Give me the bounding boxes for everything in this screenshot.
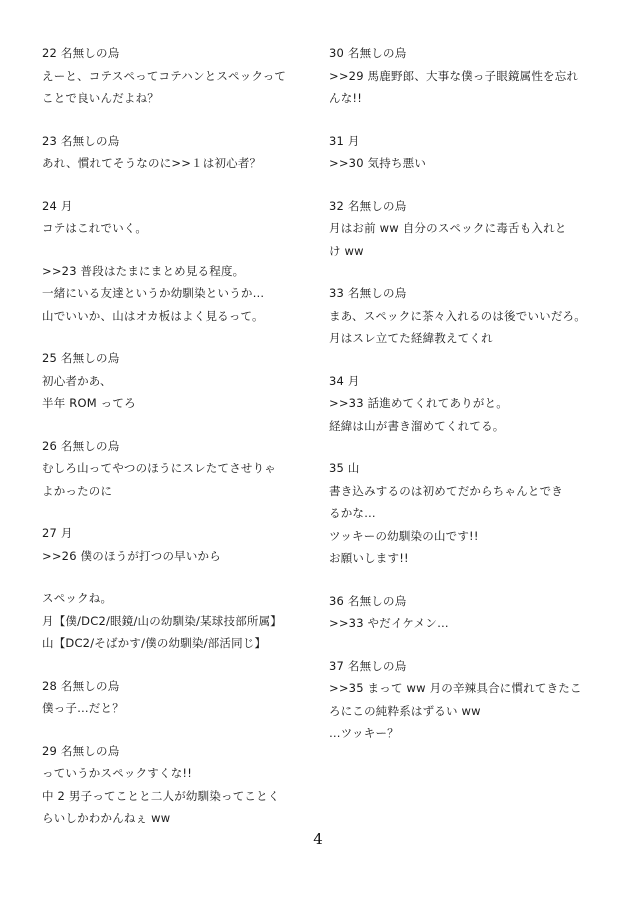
post-text-line: 山【DC2/そばかす/僕の幼馴染/部活同じ】	[42, 636, 267, 650]
post-text-line: 月はお前 ww 自分のスペックに毒舌も入れと	[329, 221, 567, 235]
post-block	[329, 457, 599, 570]
page-number: 4	[313, 830, 323, 848]
post-text-line: えーと、コテスペってコテハンとスペックって	[42, 68, 287, 83]
post-text-line: …ツッキー？	[329, 726, 399, 740]
left-column	[42, 42, 307, 850]
post-block	[329, 130, 599, 175]
post-text-line: 書き込みするのは初めてだからちゃんとでき	[329, 483, 563, 498]
post-header: 23 名無しの烏	[42, 133, 120, 148]
post-header: 24 月	[42, 198, 73, 213]
post-text-line: >>33 話進めてくれてありがと。	[329, 396, 508, 410]
post-text-line: まあ、スペックに茶々入れるのは後でいいだろ。	[329, 308, 586, 323]
post-block	[42, 347, 307, 415]
post-header: 29 名無しの烏	[42, 743, 120, 758]
post-text-line: 半年 ROM ってろ	[42, 396, 136, 410]
post-header: 31 月	[329, 133, 360, 148]
post-block	[329, 282, 599, 350]
post-text-line: ろにこの純粋系はずるい ww	[329, 703, 481, 718]
post-header: 26 名無しの烏	[42, 438, 120, 453]
post-block	[42, 195, 307, 240]
post-header: 27 月	[42, 526, 73, 540]
post-text-line: コテはこれでいく。	[42, 221, 148, 235]
post-block	[42, 435, 307, 503]
post-text-line: >>29 馬鹿野郎、大事な僕っ子眼鏡属性を忘れ	[329, 68, 579, 83]
post-text-line: ツッキーの幼馴染の山です!!	[329, 528, 479, 543]
post-text-line: んな!!	[329, 91, 363, 105]
post-block	[329, 370, 599, 438]
post-block	[329, 42, 599, 110]
post-block	[42, 130, 307, 175]
post-block	[42, 260, 307, 328]
post-header: 30 名無しの烏	[329, 46, 407, 60]
post-text-line: >>35 まって ww 月の辛辣具合に慣れてきたこ	[329, 681, 582, 695]
post-header: スペックね。	[42, 591, 113, 605]
post-header: 35 山	[329, 461, 360, 475]
post-text-line: 一緒にいる友達というか幼馴染というか…	[42, 286, 265, 300]
post-text-line: 山でいいか、山はオカ板はよく見るって。	[42, 308, 264, 323]
post-header: 36 名無しの烏	[329, 593, 407, 608]
post-block	[42, 675, 307, 720]
post-text-line: お願いします!!	[329, 551, 409, 565]
post-text-line: 初心者かあ、	[42, 373, 112, 388]
post-block	[329, 655, 599, 745]
post-text-line: っていうかスペックすくな!!	[42, 766, 193, 780]
post-text-line: >>30 気持ち悪い	[329, 156, 427, 170]
post-header: 28 名無しの烏	[42, 678, 120, 693]
post-text-line: >>26 僕のほうが打つの早いから	[42, 548, 221, 563]
post-header: 32 名無しの烏	[329, 198, 407, 213]
post-block	[329, 195, 599, 263]
post-text-line: あれ、慣れてそうなのに>>１は初心者？	[42, 156, 262, 170]
post-header: 25 名無しの烏	[42, 351, 120, 365]
post-text-line: 月【僕/DC2/眼鏡/山の幼馴染/某球技部所属】	[42, 613, 282, 628]
post-text-line: 経緯は山が書き溜めてくれてる。	[329, 418, 505, 433]
post-text-line: 中 2 男子ってことと二人が幼馴染ってことく	[42, 788, 280, 803]
post-text-line: ことで良いんだよね？	[42, 91, 159, 105]
post-block	[42, 587, 307, 655]
post-header: 22 名無しの烏	[42, 46, 120, 60]
post-text-line: むしろ山ってやつのほうにスレたてさせりゃ	[42, 461, 276, 475]
post-header: 34 月	[329, 373, 360, 388]
right-column	[329, 42, 599, 765]
post-text-line: け ww	[329, 243, 364, 258]
post-header: >>23 普段はたまにまとめ見る程度。	[42, 263, 245, 278]
post-block	[42, 42, 307, 110]
post-block	[42, 522, 307, 567]
post-block	[42, 740, 307, 830]
post-text-line: よかったのに	[42, 483, 113, 498]
post-header: 37 名無しの烏	[329, 658, 407, 673]
post-block	[329, 590, 599, 635]
post-header: 33 名無しの烏	[329, 286, 407, 300]
post-text-line: らいしかわかんねぇ ww	[42, 811, 171, 825]
post-text-line: 僕っ子…だと？	[42, 701, 124, 715]
post-text-line: >>33 やだイケメン…	[329, 616, 449, 630]
post-text-line: るかな…	[329, 506, 376, 520]
post-text-line: 月はスレ立てた経緯教えてくれ	[329, 331, 493, 345]
